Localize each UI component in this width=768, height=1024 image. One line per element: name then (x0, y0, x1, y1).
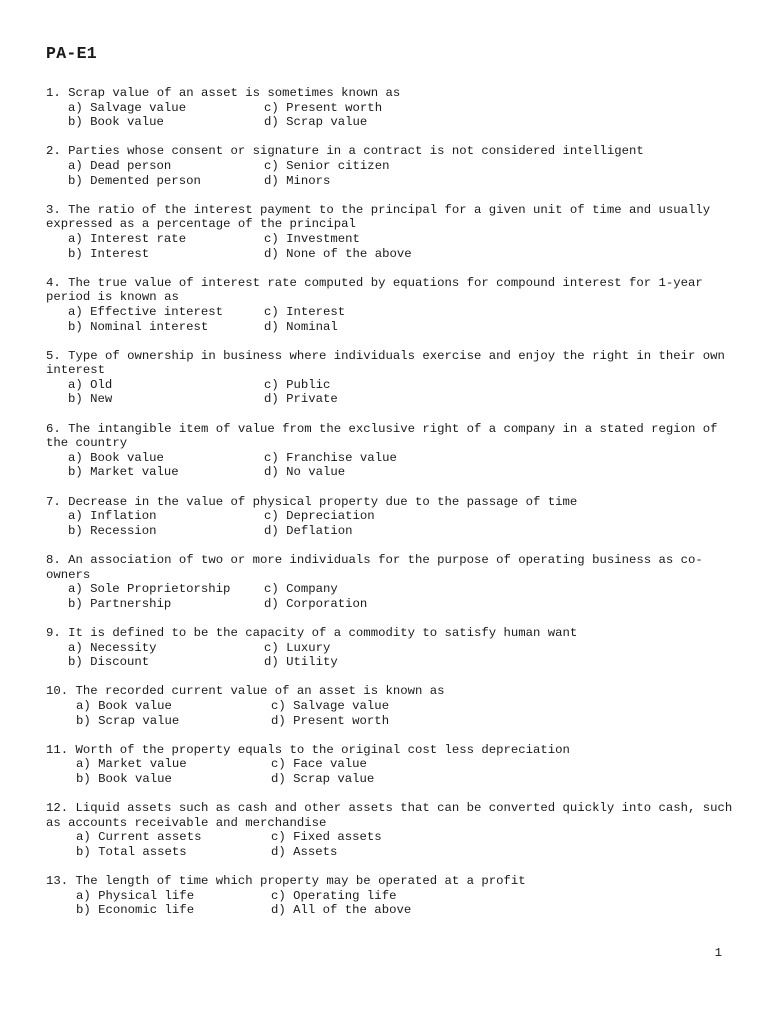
option-d: d) Private (264, 392, 338, 407)
question-item (46, 276, 736, 334)
option-b: b) Economic life (76, 903, 195, 918)
option-b: b) Book value (76, 771, 172, 786)
answer-options (46, 305, 736, 334)
option-a: a) Necessity (68, 640, 157, 655)
answer-options (46, 830, 736, 859)
answer-options (46, 378, 736, 407)
option-d: d) Corporation (264, 596, 368, 611)
option-a: a) Interest rate (68, 231, 187, 246)
answer-options (46, 641, 736, 670)
option-b: b) Book value (68, 115, 164, 130)
option-b: b) Nominal interest (68, 319, 209, 334)
option-c: c) Present worth (264, 100, 383, 115)
option-a: a) Current assets (76, 830, 202, 845)
option-a: a) Dead person (68, 158, 172, 173)
option-a: a) Inflation (68, 509, 157, 524)
answer-options (46, 699, 736, 728)
option-b: b) New (68, 392, 113, 407)
question-list (46, 86, 740, 932)
answer-options (46, 757, 736, 786)
option-c: c) Senior citizen (264, 158, 390, 173)
option-d: d) No value (264, 465, 346, 480)
question-text: 6. The intangible item of value from the exclusive right of a company in a stated region of the country (46, 421, 725, 451)
option-c: c) Franchise value (264, 450, 397, 465)
question-text: 8. An association of two or more individuals for the purpose of operating business as co-owners (46, 553, 703, 582)
question-text: 2. Parties whose consent or signature in a contract is not considered intelligent (46, 144, 644, 159)
option-b: b) Demented person (68, 173, 201, 188)
answer-options (46, 159, 736, 188)
option-b: b) Partnership (68, 596, 172, 611)
question-item (46, 349, 736, 407)
question-item (46, 626, 736, 670)
question-item (46, 743, 736, 787)
question-item (46, 684, 736, 728)
question-text: 9. It is defined to be the capacity of a commodity to satisfy human want (46, 625, 578, 640)
option-a: a) Market value (76, 757, 187, 772)
question-text: 13. The length of time which property may be operated at a profit (46, 874, 526, 889)
question-item (46, 203, 736, 261)
option-c: c) Luxury (264, 640, 331, 655)
option-d: d) Assets (271, 844, 338, 859)
option-c: c) Fixed assets (271, 830, 382, 845)
question-text: 12. Liquid assets such as cash and other assets that can be converted quickly into cash, such as accounts receivable and merchandise (46, 801, 740, 830)
question-item (46, 553, 736, 611)
question-text: 10. The recorded current value of an asset is known as (46, 684, 445, 699)
option-d: d) Minors (264, 173, 331, 188)
document-title: PA-E1 (46, 44, 98, 63)
answer-options (46, 509, 736, 538)
question-text: 11. Worth of the property equals to the original cost less depreciation (46, 742, 570, 757)
option-d: d) Nominal (264, 319, 338, 334)
option-b: b) Interest (68, 246, 150, 261)
question-text: 1. Scrap value of an asset is sometimes known as (46, 86, 401, 100)
option-c: c) Depreciation (264, 509, 375, 524)
option-d: d) None of the above (264, 246, 412, 261)
answer-options (46, 889, 736, 918)
option-b: b) Market value (68, 465, 179, 480)
question-item (46, 801, 740, 859)
option-c: c) Interest (264, 304, 346, 319)
option-d: d) Scrap value (264, 115, 368, 130)
option-a: a) Salvage value (68, 100, 187, 115)
option-a: a) Old (68, 377, 113, 392)
option-d: d) Present worth (271, 713, 390, 728)
option-c: c) Salvage value (271, 698, 390, 713)
option-a: a) Book value (76, 698, 172, 713)
option-b: b) Scrap value (76, 713, 180, 728)
option-b: b) Discount (68, 655, 150, 670)
question-item (46, 495, 736, 539)
option-a: a) Sole Proprietorship (68, 582, 231, 597)
option-d: d) Scrap value (271, 771, 375, 786)
option-c: c) Face value (271, 757, 367, 772)
option-a: a) Effective interest (68, 304, 223, 319)
answer-options (46, 101, 736, 130)
option-a: a) Book value (68, 450, 164, 465)
answer-options (46, 582, 736, 611)
question-item (46, 422, 736, 480)
option-c: c) Investment (264, 231, 360, 246)
option-d: d) Deflation (264, 523, 353, 538)
option-d: d) Utility (264, 655, 338, 670)
option-b: b) Recession (68, 523, 157, 538)
option-c: c) Company (264, 582, 338, 597)
page-number: 1 (714, 946, 722, 960)
answer-options (46, 451, 736, 480)
question-item (46, 86, 736, 130)
question-item (46, 144, 736, 188)
question-text: 5. Type of ownership in business where individuals exercise and enjoy the right in their own interest (46, 348, 733, 378)
answer-options (46, 232, 736, 261)
question-item (46, 874, 736, 918)
option-c: c) Operating life (271, 888, 397, 903)
question-text: 4. The true value of interest rate computed by equations for compound interest for 1-year period is known as (46, 275, 711, 305)
option-d: d) All of the above (271, 903, 412, 918)
question-text: 7. Decrease in the value of physical property due to the passage of time (46, 494, 578, 509)
option-a: a) Physical life (76, 888, 195, 903)
question-text: 3. The ratio of the interest payment to the principal for a given unit of time and usually expressed as a percentage of the principal (46, 202, 718, 232)
option-c: c) Public (264, 377, 331, 392)
option-b: b) Total assets (76, 844, 187, 859)
